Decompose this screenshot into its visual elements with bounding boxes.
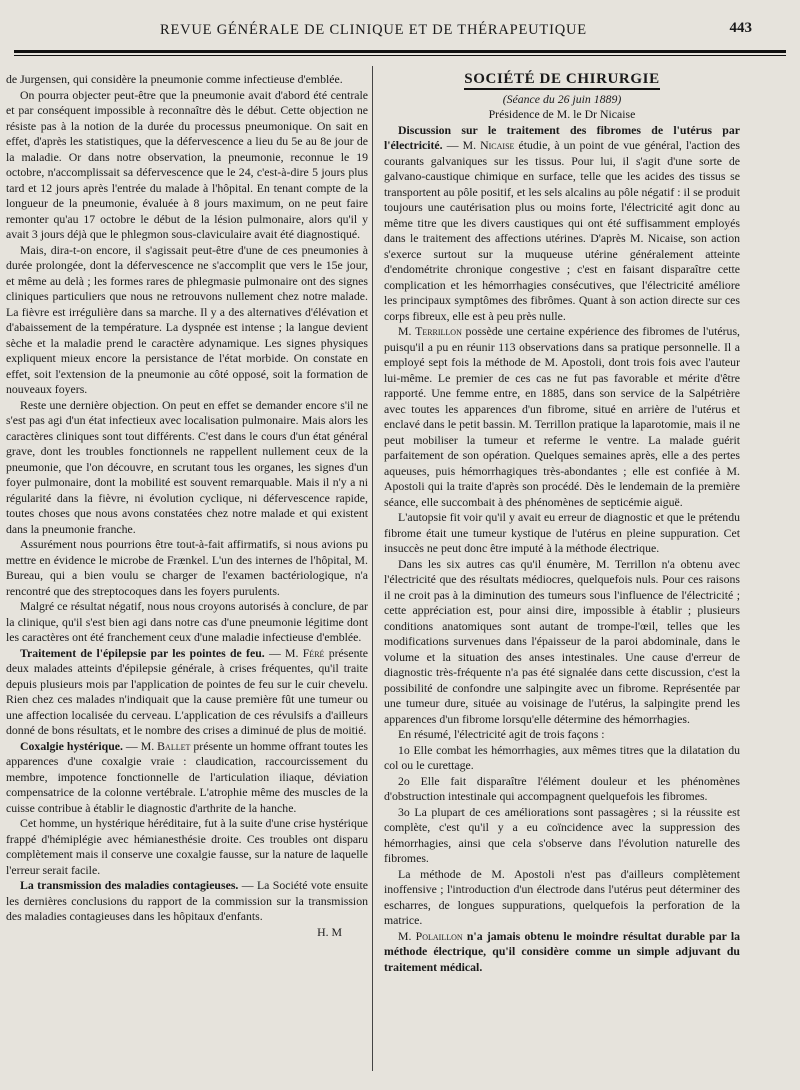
- paragraph: Reste une dernière objection. On peut en effet se demander encore s'il ne s'est pas agi d'un état infectieux avec localisation pulmonaire. Mais alors les caractères cliniques sont tout différents. C'est dans le cours d'un état général grave, dont les troubles fonctionnels ne rappellent nullement ceux de la pneumonie, que l'on découvre, en scrutant tous les organes, les signes d'un foyer pulmonaire, dont la mobilité est souvent remarquable. Mais il n'y a ni régularité dans la fièvre, ni évolution cyclique, ni défervescence rapide, toutes choses que nous avons constatées chez notre malade et qui existent dans la pneumonie franche.: [6, 397, 368, 536]
- paragraph-text: La Société vote ensuite les dernières conclusions du rapport de la commission sur la transmission des maladies contagieuses dans les hôpitaux d'enfants.: [6, 878, 368, 923]
- subsection-title: Discussion sur le traitement des fibromes de l'utérus par l'électricité.: [384, 122, 740, 152]
- paragraph-fibromes: Discussion sur le traitement des fibromes de l'utérus par l'électricité. — M. Nicaise étudie, à un point de vue général, l'action des courants galvaniques sur les tissus. Pour lui, il s'agit d'une sorte de galvano-caustique chimique en surface, telle que les acides des tissus se transportent au pôle positif, et les sels alcalins au pôle négatif : il se produit toujours une cautérisation plus ou moins forte, l'électricité agit donc au même titre que les divers caustiques qui ont été suffisamment employés dans le traitement des affections utérines. D'après M. Nicaise, son action s'exerce surtout sur la muqueuse utérine généralement atteinte d'endométrite chronique congestive ; c'est en faisant disparaître cette complication et les hémorrhagies consécutives, que l'électricité améliore les principaux symptômes des fibrômes. Quant à son action directe sur ces corps fibreux, elle est à peu près nulle.: [384, 122, 740, 323]
- paragraph: La méthode de M. Apostoli n'est pas d'ailleurs complètement inoffensive ; l'introduction d'un électrode dans l'utérus peut déterminer des escharres, de longues suppurations, quelquefois la perforation de la matrice.: [384, 866, 740, 927]
- paragraph-polaillon: M. Polaillon n'a jamais obtenu le moindre résultat durable par la méthode électrique, qu'il considère comme un simple adjuvant du traitement médical.: [384, 928, 741, 974]
- paragraph-text: présente deux malades atteints d'épilepsie générale, à crises fréquentes, qu'il traite depuis plusieurs mois par l'application de pointes de feu sur le cuir chevelu. Rien chez ces malades n'indiquait que la cause première fût une tumeur ou une affection localisée du cerveau. L'application de ces révulsifs a d'ailleurs donné de bons résultats, et le nombre des crises a diminué de plus de moitié.: [6, 645, 369, 737]
- paragraph: On pourra objecter peut-être que la pneumonie avait d'abord été centrale et par conséquent impossible à reconnaître dès le début. Cette objection ne résiste pas à la notion de la durée du processus pneumonique. On sait en effet, d'après les statistiques, que la défervescence a lieu du 5e au 8e jour de la maladie. Or dans notre observation, la pneumonie, reconnue le 19 octobre, n'accomplissait sa défervescence que le 24, c'est-à-dire 5 jours plus tard et 12 jours après l'entrée du malade à l'hôpital. En tenant compte de la longueur de la pneumonie, évaluée à 8 jours maximum, on ne peut faire remonter qu'au 17 octobre le début de la lésion pulmonaire, alors qu'il y avait 3 jours déjà que le phlegmon sous-claviculaire avait été diagnostiqué.: [6, 87, 368, 241]
- subsection-title: Traitement de l'épilepsie par les pointes de feu.: [20, 645, 265, 660]
- paragraph-coxalgie: Coxalgie hystérique. — M. Ballet présente un homme offrant toutes les apparences d'une coxalgie vraie : claudication, raccourcissement du membre, impotence fonctionnelle de l'articulation iliaque, déviation compensatrice de la colonne vertébrale. L'atrophie même des muscles de la cuisse contribue à établir le diagnostic d'arthrite de la hanche.: [6, 738, 368, 815]
- paragraph-text: n'a jamais obtenu le moindre résultat durable par la méthode électrique, qu'il considère comme un simple adjuvant du traitement médical.: [384, 928, 741, 974]
- paragraph-terrillon: M. Terrillon possède une certaine expérience des fibromes de l'utérus, puisqu'il a pu en réunir 113 observations dans sa pratique personnelle. Il a employé sept fois la méthode de M. Apostoli, dont trois fois avec l'auteur lui-même. Le premier de ces cas ne fut pas favorable et mérite d'être rapporté. Une femme entre, en 1885, dans son service de la Salpétrière avec toutes les apparences d'un fibrome, situé en arrière de l'utérus et enclavé dans le petit bassin. M. Terrillon pratique la laparotomie, mais il ne peut mobiliser la tumeur et referme le ventre. La malade guérit parfaitement de son opération. Quelques semaines après, elle a des pertes aqueuses, puis hémorrhagiques très-abondantes ; elle est confiée à M. Apostoli qui la traite d'après son procédé. Dès le lendemain de la première séance, elle succombait à des phénomènes de septicémie aiguë.: [384, 324, 740, 509]
- paragraph-text: présente un homme offrant toutes les apparences d'une coxalgie vraie : claudication, raccourcissement du membre, impotence fonctionnelle de l'articulation iliaque, déviation compensatrice de la colonne vertébrale. L'atrophie même des muscles de la cuisse contribue à établir le diagnostic d'arthrite de la hanche.: [6, 738, 368, 815]
- list-item: 3o La plupart de ces améliorations sont passagères ; si la réussite est complète, c'est qu'il y a eu coïncidence avec la suppression des hémorrhagies, ainsi que cela s'observe dans l'évolution naturelle des fibromes.: [384, 804, 740, 865]
- paragraph: Malgré ce résultat négatif, nous nous croyons autorisés à conclure, de par la clinique, qu'il s'est bien agi dans notre cas d'une pneumonie légitime dont les caractères ont été franchement ceux d'une maladie infectieuse d'emblée.: [6, 599, 368, 644]
- author-name: Terrillon: [415, 324, 462, 338]
- author-name: Féré: [302, 645, 325, 660]
- left-column: [6, 72, 368, 940]
- page-number: 443: [729, 20, 752, 36]
- author-name: Ballet: [157, 738, 191, 753]
- running-header: [0, 18, 800, 48]
- paragraph-text: étudie, à un point de vue général, l'action des courants galvaniques sur les tissus. Pour lui, il s'agit d'une sorte de galvano-caustique chimique en surface, telle que les acides des tissus se transportent au pôle positif, et les sels alcalins au pôle négatif : il se produit toujours une cautérisation plus ou moins forte, l'électricité agit donc au même titre que les divers caustiques qui ont été suffisamment employés dans le traitement des affections utérines. D'après M. Nicaise, son action s'exerce surtout sur la muqueuse utérine généralement atteinte d'endométrite chronique congestive ; c'est en faisant disparaître cette complication et les hémorrhagies consécutives, que l'électricité améliore les principaux symptômes des fibrômes. Quant à son action directe sur ces corps fibreux, elle est à peu près nulle.: [384, 138, 740, 323]
- signature: H. M: [317, 924, 342, 939]
- journal-title: REVUE GÉNÉRALE DE CLINIQUE ET DE THÉRAPEUTIQUE: [160, 22, 587, 38]
- paragraph-transmission: La transmission des maladies contagieuses. — La Société vote ensuite les dernières conclusions du rapport de la commission sur la transmission des maladies contagieuses dans les hôpitaux d'enfants.: [6, 878, 368, 923]
- paragraph: Assurément nous pourrions être tout-à-fait affirmatifs, si nous avions pu mettre en évidence le microbe de Frænkel. L'un des internes de l'hôpital, M. Bureau, qui a bien voulu se charger de l'examen bactériologique, n'a rencontré que des streptocoques dans les foyers purulents.: [6, 537, 368, 598]
- author-name: Nicaise: [480, 138, 515, 152]
- paragraph-text: possède une certaine expérience des fibromes de l'utérus, puisqu'il a pu en réunir 113 observations dans sa pratique personnelle. Il a employé sept fois la méthode de M. Apostoli, dont trois fois avec l'auteur lui-même. Le premier de ces cas ne fut pas favorable et mérite d'être rapporté. Une femme entre, en 1885, dans son service de la Salpétrière avec toutes les apparences d'un fibrome, situé en arrière de l'utérus et enclavé dans le petit bassin. M. Terrillon pratique la laparotomie, mais il ne peut mobiliser la tumeur et referme le ventre. La malade guérit parfaitement de son opération. Quelques semaines après, elle a des pertes aqueuses, puis hémorrhagiques très-abondantes ; elle est confiée à M. Apostoli qui la traite d'après son procédé. Dès le lendemain de la première séance, elle succombait à des phénomènes de septicémie aiguë.: [384, 324, 740, 509]
- session-date: (Séance du 26 juin 1889): [502, 91, 622, 106]
- right-column: [384, 72, 740, 975]
- paragraph: Dans les six autres cas qu'il énumère, M. Terrillon n'a obtenu avec l'électricité que des résultats médiocres, quelquefois nuls. Pour ces raisons il ne croit pas à la diminution des tumeurs sous l'influence de l'électricité ; cette appréciation est, pour ainsi dire, impossible à établir ; plusieurs conditions anatomiques sont autant de trompe-l'œil, telles que les modifications survenues dans l'épaisseur de la paroi abdominale, dans le volume et la situation des anses intestinales. Une cause d'erreur de diagnostic très-fréquente n'a pas été signalée dans cette discussion, c'est la possibilité de confondre une salpingite avec un fibrome. Représentée par une tumeur dure, située au voisinage de l'utérus, la salpingite prend les apparences d'un fibrome lorsqu'elle détermine des hémorrhagies.: [384, 556, 740, 726]
- column-separator: [372, 66, 373, 1071]
- presidence: Présidence de M. le Dr Nicaise: [488, 107, 636, 121]
- paragraph: Mais, dira-t-on encore, il s'agissait peut-être d'une de ces pneumonies à durée prolongée, dont la défervescence ne s'accomplit que vers le 15e jour, et même au delà ; les formes rares de phlegmasie pulmonaire ont des signes cliniques particuliers que nous ne retrouvons nullement chez notre malade. La fièvre est irrégulière dans sa marche. Il y a des alternatives d'élévation et d'abaissement de la température. La dyspnée est intense ; la langue devient sèche et la maladie prend le caractère adynamique. Les signes physiques expliquent mieux encore la persistance de l'état morbide. On constate en effet, soit l'extension de la pneumonie au côté opposé, soit la formation de nouveaux foyers.: [6, 242, 368, 396]
- paragraph-epilepsie: Traitement de l'épilepsie par les pointes de feu. — M. Féré présente deux malades atteints d'épilepsie générale, à crises fréquentes, qu'il traite depuis plusieurs mois par l'application de pointes de feu sur le cuir chevelu. Rien chez ces malades n'indiquait que la cause première fût une tumeur ou une affection localisée du cerveau. L'application de ces révulsifs a d'ailleurs donné de bons résultats, et le nombre des crises a diminué de plus de moitié.: [6, 645, 369, 737]
- section-title: SOCIÉTÉ DE CHIRURGIE: [384, 72, 740, 88]
- list-item: 1o Elle combat les hémorrhagies, aux mêmes titres que la dilatation du col ou le curettage.: [384, 742, 740, 772]
- header-rule-thick: [14, 50, 786, 53]
- paragraph: Cet homme, un hystérique héréditaire, fut à la suite d'une crise hystérique frappé d'hémiplégie avec hémianesthésie droite. Ces troubles ont disparu complètement mais il conserve une coxalgie fausse, sur la nature de laquelle l'erreur serait facile.: [6, 816, 368, 877]
- author-name: Polaillon: [415, 928, 463, 943]
- subsection-title: Coxalgie hystérique.: [20, 738, 123, 753]
- paragraph: En résumé, l'électricité agit de trois façons :: [398, 727, 605, 741]
- list-item: 2o Elle fait disparaître l'élément douleur et les phénomènes d'obstruction intestinale qui accompagnent quelquefois les fibromes.: [384, 773, 740, 803]
- paragraph: de Jurgensen, qui considère la pneumonie comme infectieuse d'emblée.: [6, 72, 343, 86]
- paragraph: L'autopsie fit voir qu'il y avait eu erreur de diagnostic et que le prétendu fibrome était une tumeur kystique de l'utérus en pleine suppuration. Cet insuccès ne peut donc être imputé à la méthode électrique.: [384, 510, 740, 555]
- header-rule-thin: [14, 55, 786, 56]
- subsection-title: La transmission des maladies contagieuses.: [20, 878, 239, 892]
